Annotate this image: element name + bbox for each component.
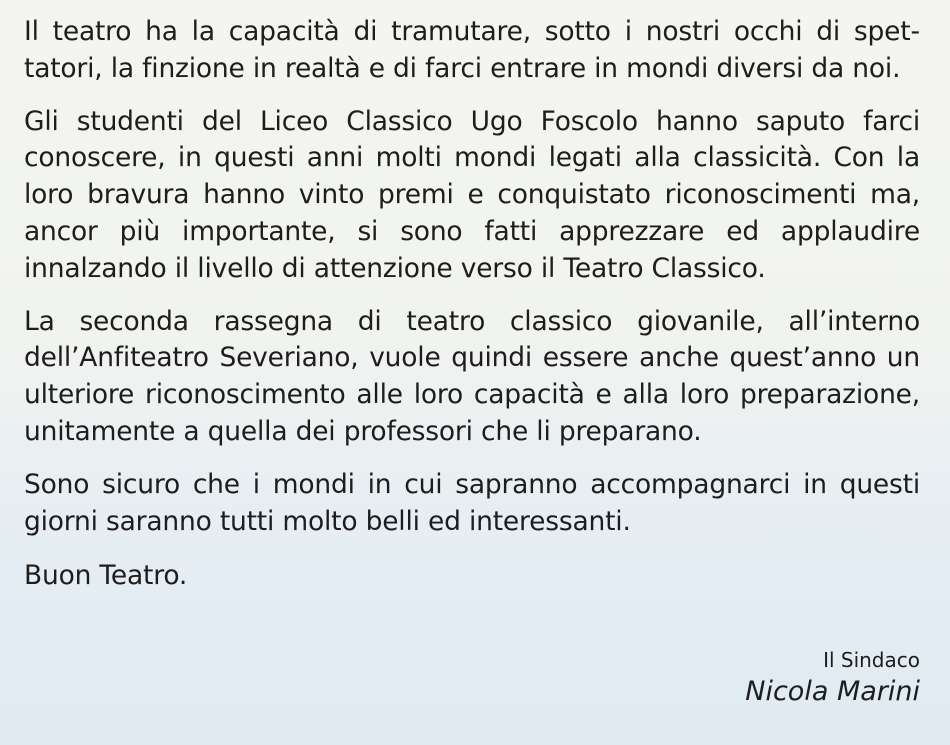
signature-name: Nicola Marini <box>745 676 920 707</box>
letter-body <box>24 14 920 595</box>
signature-title: Il Sindaco <box>823 648 920 672</box>
paragraph-4: Sono sicuro che i mondi in cui sapranno accompagnarci in questi giorni saranno tutti molto belli ed interessanti. <box>24 468 920 537</box>
paragraph-1: Il teatro ha la capacità di tramutare, sotto i nostri occhi di spettatori, la finzione in realtà e di farci entrare in mondi diversi da noi. <box>24 16 920 84</box>
paragraph-3: La seconda rassegna di teatro classico giovanile, all’interno dell’Anfiteatro Severiano, vuole quindi essere anche quest’anno un ulteriore riconoscimento alle loro capacità e alla loro preparazione, unitamente a quella dei professori che li preparano. <box>24 305 920 447</box>
paragraph-2: Gli studenti del Liceo Classico Ugo Foscolo hanno saputo farci conoscere, in questi anni molti mondi legati alla classicità. Con la loro bravura hanno vinto premi e conquistato riconoscimenti ma, ancor più importante, si sono fatti apprezzare ed applaudire innalzando il livello di attenzione verso il Teatro Classico. <box>24 105 920 284</box>
closing-line: Buon Teatro. <box>24 560 188 592</box>
signature-block <box>745 646 920 710</box>
